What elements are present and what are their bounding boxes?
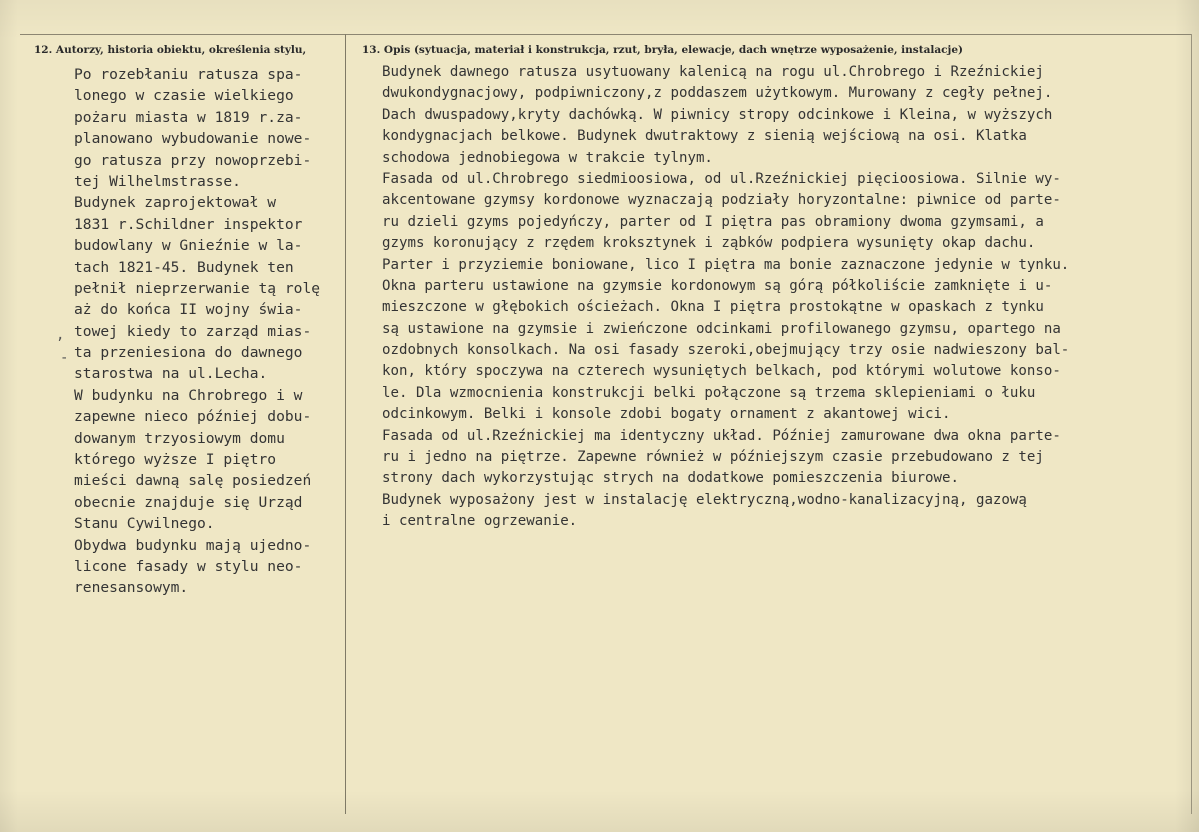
text-line: ozdobnych konsolkach. Na osi fasady szeroki,obejmujący trzy osie nadwieszony bal- bbox=[382, 342, 1070, 359]
text-line: Budynek dawnego ratusza usytuowany kalenicą na rogu ul.Chrobrego i Rzeźnickiej bbox=[382, 64, 1044, 80]
text-line: 1831 r.Schildner inspektor bbox=[74, 215, 303, 233]
text-line: ru dzieli gzyms pojedyńczy, parter od I piętra pas obramiony dwoma gzymsami, a bbox=[382, 213, 1044, 230]
text-line: którego wyższe I piętro bbox=[74, 451, 277, 469]
text-line: Po rozebłaniu ratusza spa- bbox=[74, 66, 303, 83]
text-line: Okna parteru ustawione na gzymsie kordonowym są górą półkoliście zamknięte i u- bbox=[382, 277, 1053, 294]
text-line: go ratusza przy nowoprzebi- bbox=[74, 151, 312, 169]
section-12-text bbox=[74, 64, 320, 599]
text-line: Fasada od ul.Chrobrego siedmioosiowa, od ul.Rzeźnickiej pięcioosiowa. Silnie wy- bbox=[382, 170, 1061, 187]
text-line: Obydwa budynku mają ujedno- bbox=[74, 536, 312, 554]
text-line: pełnił nieprzerwanie tą rolę bbox=[74, 279, 321, 297]
right-border-line bbox=[1191, 34, 1192, 814]
text-line: akcentowane gzymsy kordonowe wyznaczają podziały horyzontalne: piwnice od parte- bbox=[382, 192, 1061, 209]
text-line: gzyms koronujący z rzędem kroksztynek i ząbków podpiera wysunięty okap dachu. bbox=[382, 235, 1036, 252]
margin-dash-mark: - bbox=[60, 350, 69, 366]
section-13-text bbox=[382, 62, 1069, 533]
text-line: ru i jedno na piętrze. Zapewne również w późniejszym czasie przebudowano z tej bbox=[382, 449, 1044, 466]
text-line: renesansowym. bbox=[74, 579, 189, 597]
text-line: są ustawione na gzymsie i zwieńczone odcinkami profilowanego gzymsu, opartego na bbox=[382, 320, 1061, 337]
text-line: Stanu Cywilnego. bbox=[74, 515, 215, 533]
text-line: kon, który spoczywa na czterech wysuniętych belkach, pod którymi wolutowe konso- bbox=[382, 363, 1061, 380]
text-line: budowlany w Gnieźnie w la- bbox=[74, 237, 303, 255]
text-line: starostwa na ul.Lecha. bbox=[74, 365, 268, 383]
text-line: dwukondygnacjowy, podpiwniczony,z poddaszem użytkowym. Murowany z cegły pełnej. bbox=[382, 85, 1053, 102]
text-line: mieszczone w głębokich ościeżach. Okna I piętra prostokątne w opaskach z tynku bbox=[382, 299, 1044, 316]
text-line: W budynku na Chrobrego i w bbox=[74, 386, 303, 404]
text-line: pożaru miasta w 1819 r.za- bbox=[74, 108, 303, 126]
margin-comma-mark: , bbox=[56, 327, 65, 343]
text-line: Parter i przyziemie boniowane, lico I piętra ma bonie zaznaczone jedynie w tynku. bbox=[382, 256, 1070, 273]
text-line: Fasada od ul.Rzeźnickiej ma identyczny układ. Później zamurowane dwa okna parte- bbox=[382, 427, 1061, 444]
section-13-label: 13. Opis (sytuacja, materiał i konstrukcja, rzut, bryła, elewacje, dach wnętrze wyposażenie, instalacje) bbox=[362, 44, 964, 56]
text-line: Budynek wyposażony jest w instalację elektryczną,wodno-kanalizacyjną, gazową bbox=[382, 491, 1027, 508]
text-line: le. Dla wzmocnienia konstrukcji belki połączone są trzema sklepieniami o łuku bbox=[382, 384, 1036, 401]
text-line: dowanym trzyosiowym domu bbox=[74, 429, 285, 447]
text-line: mieści dawną salę posiedzeń bbox=[74, 472, 312, 490]
text-line: kondygnacjach belkowe. Budynek dwutraktowy z sienią wejściową na osi. Klatka bbox=[382, 128, 1027, 145]
text-line: licone fasady w stylu neo- bbox=[74, 557, 303, 575]
text-line: Dach dwuspadowy,kryty dachówką. W piwnicy stropy odcinkowe i Kleina, w wyższych bbox=[382, 106, 1053, 123]
text-line: planowano wybudowanie nowe- bbox=[74, 130, 312, 148]
text-line: obecnie znajduje się Urząd bbox=[74, 493, 303, 511]
section-12-label: 12. Autorzy, historia obiektu, określenia stylu, bbox=[34, 44, 307, 56]
top-rule-line bbox=[20, 34, 1192, 35]
text-line: lonego w czasie wielkiego bbox=[74, 87, 294, 105]
text-line: i centralne ogrzewanie. bbox=[382, 513, 578, 530]
column-divider bbox=[345, 34, 346, 814]
text-line: zapewne nieco później dobu- bbox=[74, 408, 312, 426]
text-line: ta przeniesiona do dawnego bbox=[74, 344, 303, 362]
text-line: tach 1821-45. Budynek ten bbox=[74, 258, 294, 276]
text-line: Budynek zaprojektował w bbox=[74, 194, 277, 212]
text-line: strony dach wykorzystując strych na dodatkowe pomieszczenia biurowe. bbox=[382, 470, 959, 487]
text-line: odcinkowym. Belki i konsole zdobi bogaty ornament z akantowej wici. bbox=[382, 406, 951, 423]
text-line: aż do końca II wojny świa- bbox=[74, 301, 303, 319]
text-line: schodowa jednobiegowa w trakcie tylnym. bbox=[382, 149, 713, 166]
text-line: tej Wilhelmstrasse. bbox=[74, 172, 241, 190]
text-line: towej kiedy to zarząd mias- bbox=[74, 322, 312, 340]
